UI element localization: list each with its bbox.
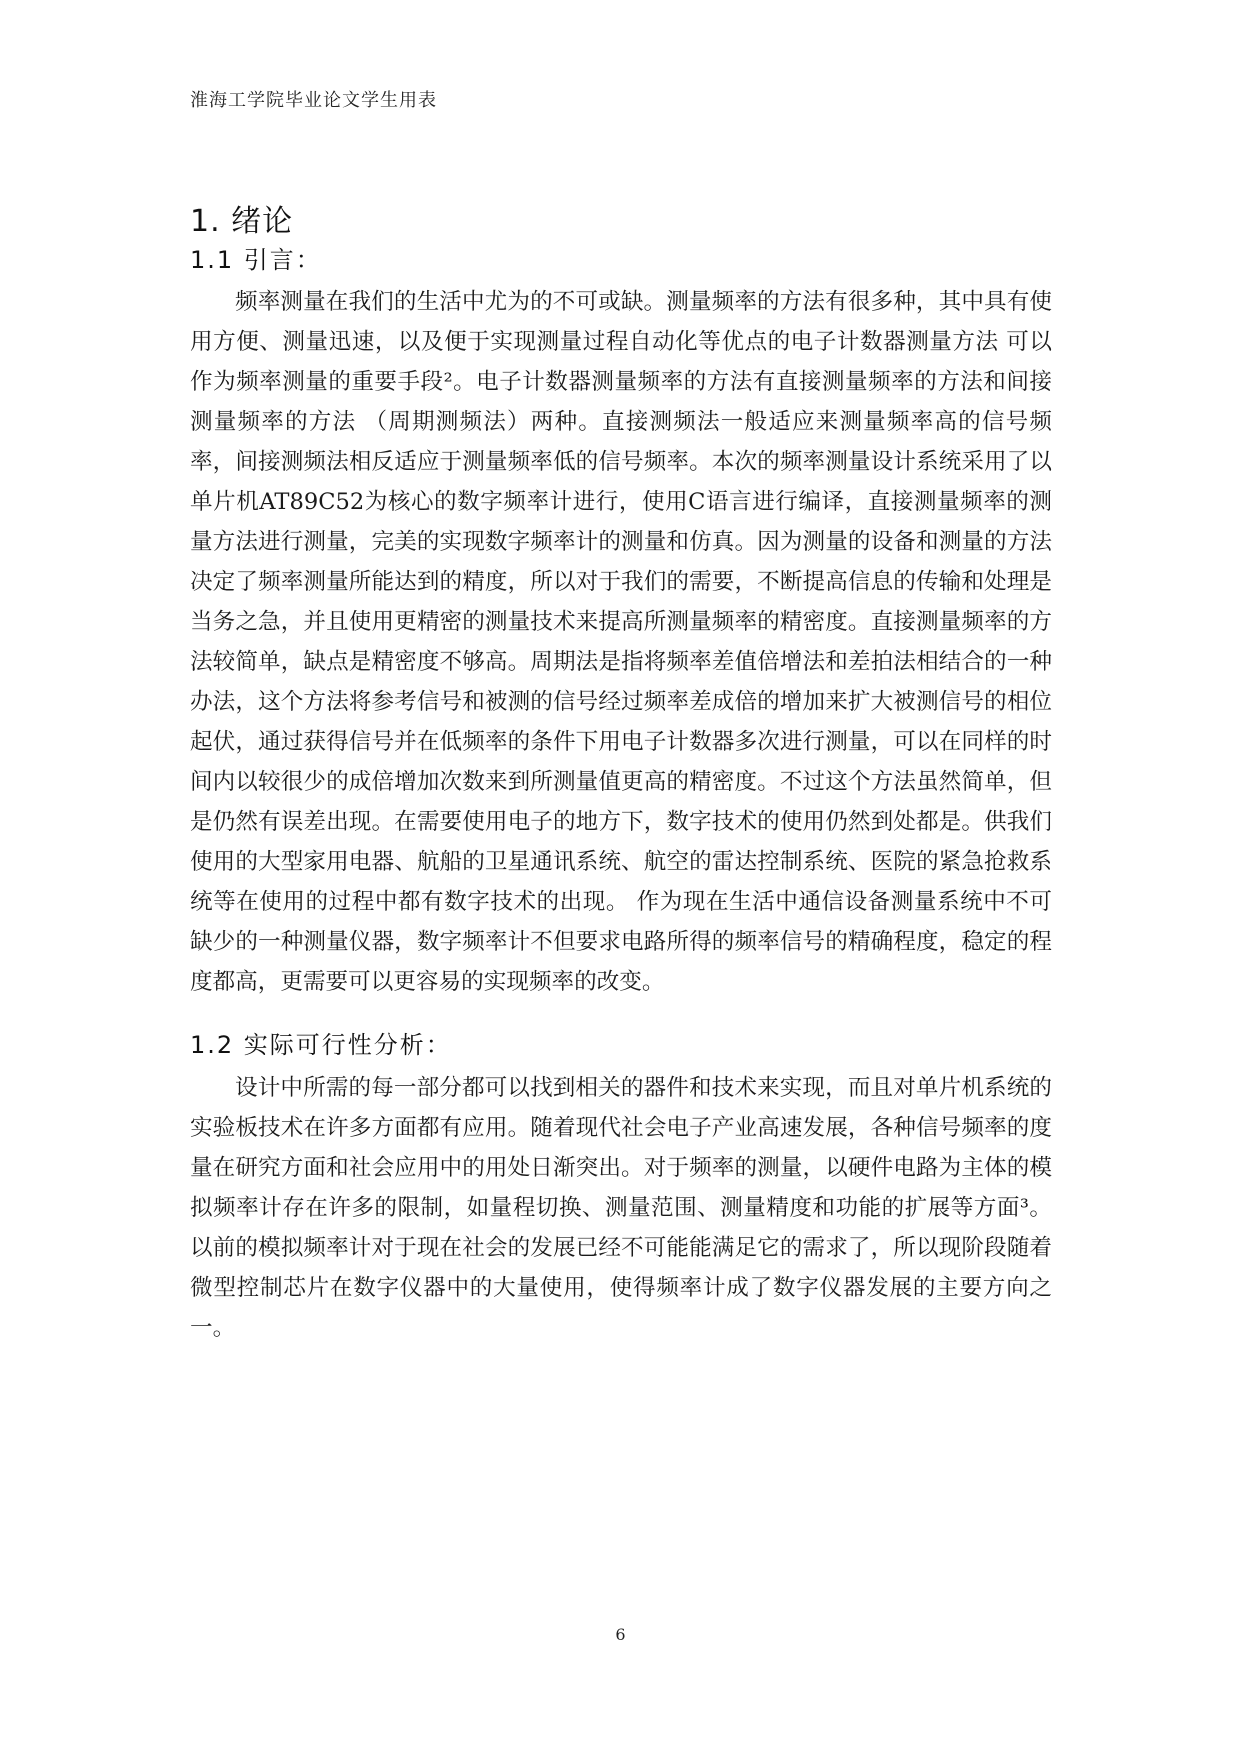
subsection-title-feasibility: 1.2 实际可行性分析： bbox=[190, 1031, 452, 1059]
subsection-title-intro: 1.1 引言： bbox=[190, 246, 322, 274]
paragraph-intro: 频率测量在我们的生活中尤为的不可或缺。测量频率的方法有很多种，其中具有使用方便、测量迅速，以及便于实现测量过程自动化等优点的电子计数器测量方法 可以作为频率测量的重要手段²。电子计数器测量频率的方法有直接测量频率的方法和间接测量频率的方法 （周期测频法）两种。直接测频法一般适应来测量频率高的信号频率，间接测频法相反适应于测量频率低的信号频率。本次的频率测量设计系统采用了以单片机AT89C52为核心的数字频率计进行，使用C语言进行编译，直接测量频率的测量方法进行测量，完美的实现数字频率计的测量和仿真。因为测量的设备和测量的方法决定了频率测量所能达到的精度，所以对于我们的需要，不断提高信息的传输和处理是当务之急，并且使用更精密的测量技术来提高所测量频率的精密度。直接测量频率的方法较简单，缺点是精密度不够高。周期法是指将频率差值倍增法和差拍法相结合的一种办法，这个方法将参考信号和被测的信号经过频率差成倍的增加来扩大被测信号的相位起伏，通过获得信号并在低频率的条件下用电子计数器多次进行测量，可以在同样的时间内以较很少的成倍增加次数来到所测量值更高的精密度。不过这个方法虽然简单，但是仍然有误差出现。在需要使用电子的地方下，数字技术的使用仍然到处都是。供我们使用的大型家用电器、航船的卫星通讯系统、航空的雷达控制系统、医院的紧急抢救系统等在使用的过程中都有数字技术的出现。 作为现在生活中通信设备测量系统中不可缺少的一种测量仪器，数字频率计不但要求电路所得的频率信号的精确程度，稳定的程度都高，更需要可以更容易的实现频率的改变。 bbox=[190, 289, 1052, 995]
page-number: 6 bbox=[615, 1625, 626, 1644]
document-header: 淮海工学院毕业论文学生用表 bbox=[190, 90, 437, 111]
section-title: 1. 绪论 bbox=[190, 204, 294, 239]
paragraph-feasibility: 设计中所需的每一部分都可以找到相关的器件和技术来实现，而且对单片机系统的实验板技术在许多方面都有应用。随着现代社会电子产业高速发展，各种信号频率的度量在研究方面和社会应用中的用处日渐突出。对于频率的测量，以硬件电路为主体的模拟频率计存在许多的限制，如量程切换、测量范围、测量精度和功能的扩展等方面³。以前的模拟频率计对于现在社会的发展已经不可能能满足它的需求了，所以现阶段随着微型控制芯片在数字仪器中的大量使用，使得频率计成了数字仪器发展的主要方向之一。 bbox=[190, 1075, 1052, 1341]
